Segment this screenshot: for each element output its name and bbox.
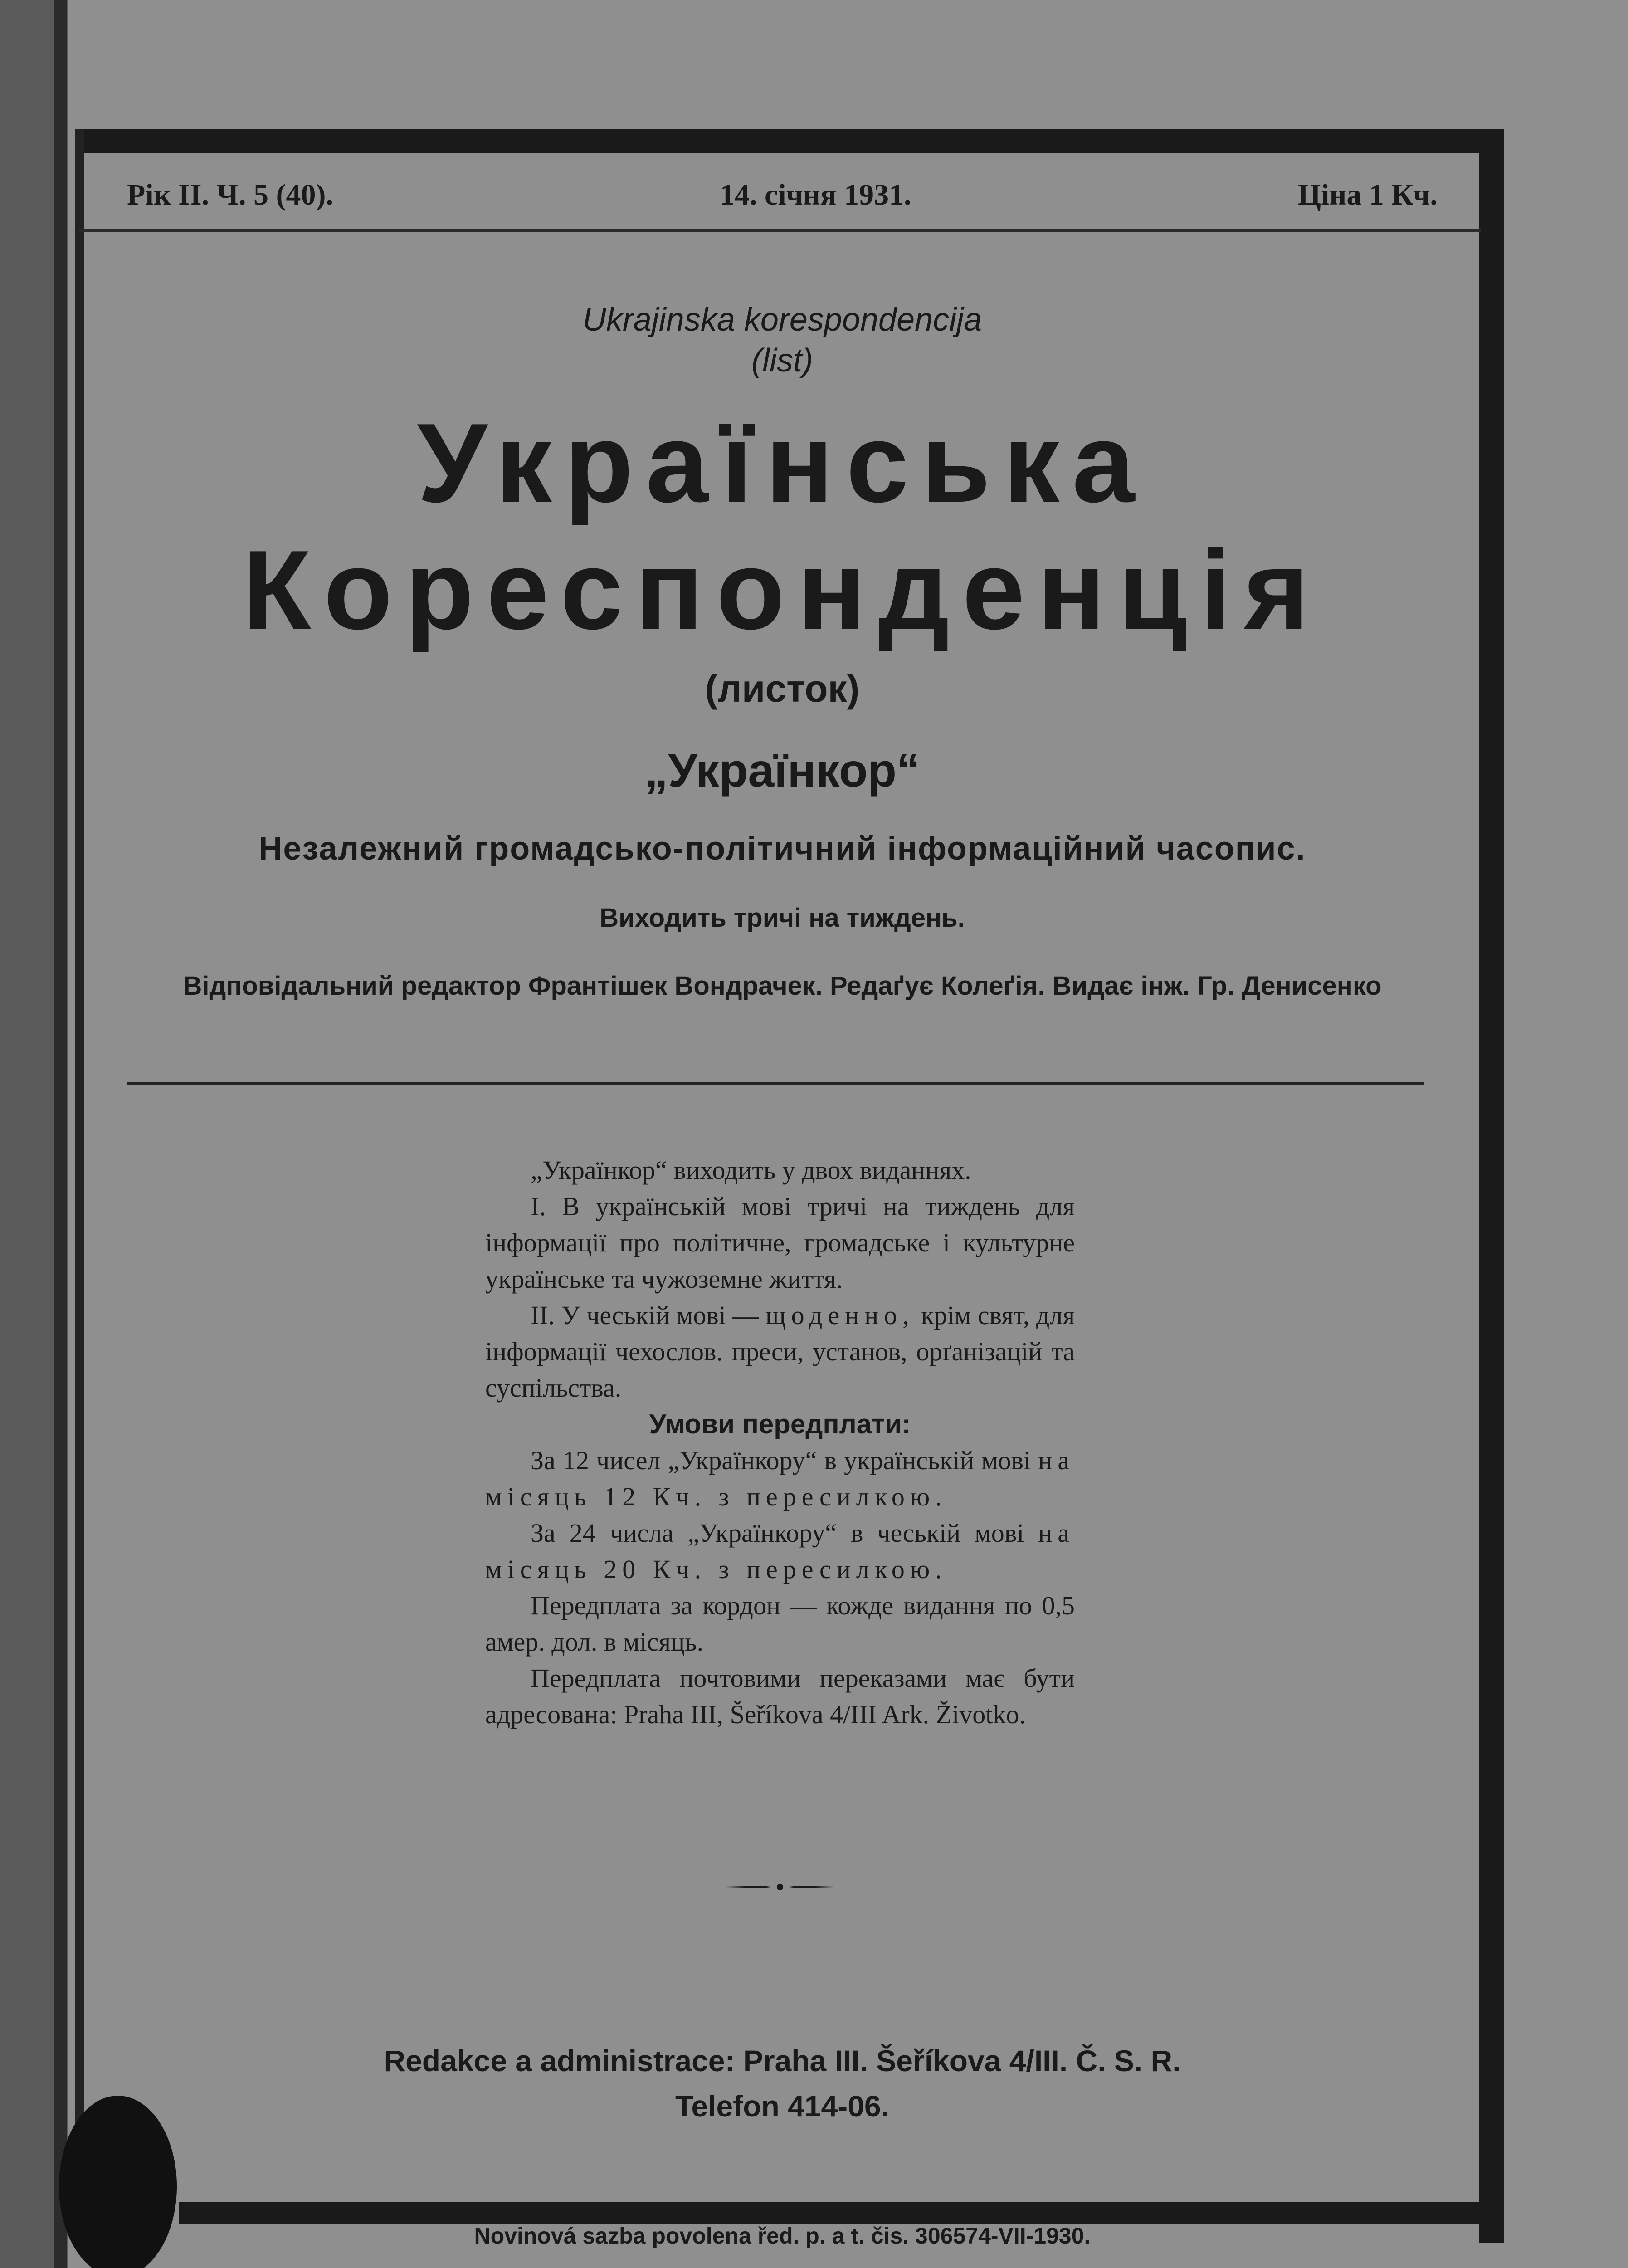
edition-2-end: крім свят, для інформації чехослов. преси, установ, орґанізацій та суспільства.	[485, 1300, 1075, 1403]
latin-title: Ukrajinska korespondencija	[582, 302, 982, 338]
intro-paragraph: „Українкор“ виходить у двох виданнях.	[531, 1155, 971, 1185]
publication-description: Незалежний громадсько-політичний інформаційний часопис.	[258, 831, 1306, 867]
short-name: „Українкор“	[644, 744, 920, 797]
editorial-credits: Відповідальний редактор Франтішек Вондрачек. Редаґує Колеґія. Видає інж. Гр. Денисенко	[183, 971, 1382, 1001]
subscription-2-start: За 24 числа „Українкору“ в чеській мові	[531, 1518, 1024, 1548]
listok-label: (листок)	[705, 667, 860, 710]
info-column	[485, 1152, 1075, 1733]
masthead-title	[84, 399, 1481, 653]
binding-edge	[54, 0, 67, 2268]
frame-left-border	[75, 129, 84, 2225]
frame-top-border	[75, 129, 1503, 153]
issue-date: 14. січня 1931.	[720, 178, 911, 211]
telephone-number: Telefon 414-06.	[675, 2089, 889, 2123]
middle-divider	[127, 1082, 1424, 1085]
subscription-1	[485, 1442, 1075, 1515]
issue-price: Ціна 1 Кч.	[1297, 178, 1438, 211]
subscription-2	[485, 1515, 1075, 1588]
latin-list: (list)	[751, 342, 813, 379]
subscription-1-start: За 12 чисел „Українкору“ в українській мові	[531, 1446, 1031, 1475]
edition-2-start: II. У чеській мові —	[531, 1300, 759, 1330]
header-divider	[79, 229, 1481, 232]
edition-2-daily: щоденно,	[765, 1300, 915, 1330]
frame-right-border	[1479, 129, 1504, 2243]
subscription-heading: Умови передплати:	[649, 1409, 911, 1439]
latin-subtitle	[84, 299, 1481, 381]
issue-number: Рік II. Ч. 5 (40).	[127, 178, 333, 211]
publication-frequency: Виходить тричі на тиждень.	[600, 903, 965, 933]
title-line-1: Українська	[417, 400, 1148, 526]
subscription-2-price: на місяць 20 Кч. з пересилкою.	[485, 1518, 1075, 1584]
frame-bottom-border	[179, 2202, 1503, 2224]
issue-header	[127, 172, 1438, 218]
ornament-divider	[707, 1882, 853, 1892]
edition-1-paragraph: I. В українській мові тричі на тиждень для інформації про політичне, громадське і культурне українське та чужоземне життя.	[485, 1192, 1075, 1294]
title-line-2: Кореспонденція	[242, 527, 1322, 653]
editorial-address: Redakce a administrace: Praha III. Šeříkova 4/III. Č. S. R.	[384, 2044, 1181, 2077]
edition-2-paragraph	[485, 1297, 1075, 1406]
subscription-abroad: Передплата за кордон — кожде видання по 0,5 амер. дол. в місяць.	[485, 1591, 1075, 1657]
subscription-1-price: на місяць 12 Кч. з пересилкою.	[485, 1446, 1075, 1511]
postal-permit-footer: Novinová sazba povolena řed. p. a t. čis. 306574-VII-1930.	[474, 2223, 1091, 2248]
subscription-postal: Передплата почтовими переказами має бути адресована: Praha III, Šeříkova 4/III Ark. Životko.	[485, 1663, 1075, 1729]
